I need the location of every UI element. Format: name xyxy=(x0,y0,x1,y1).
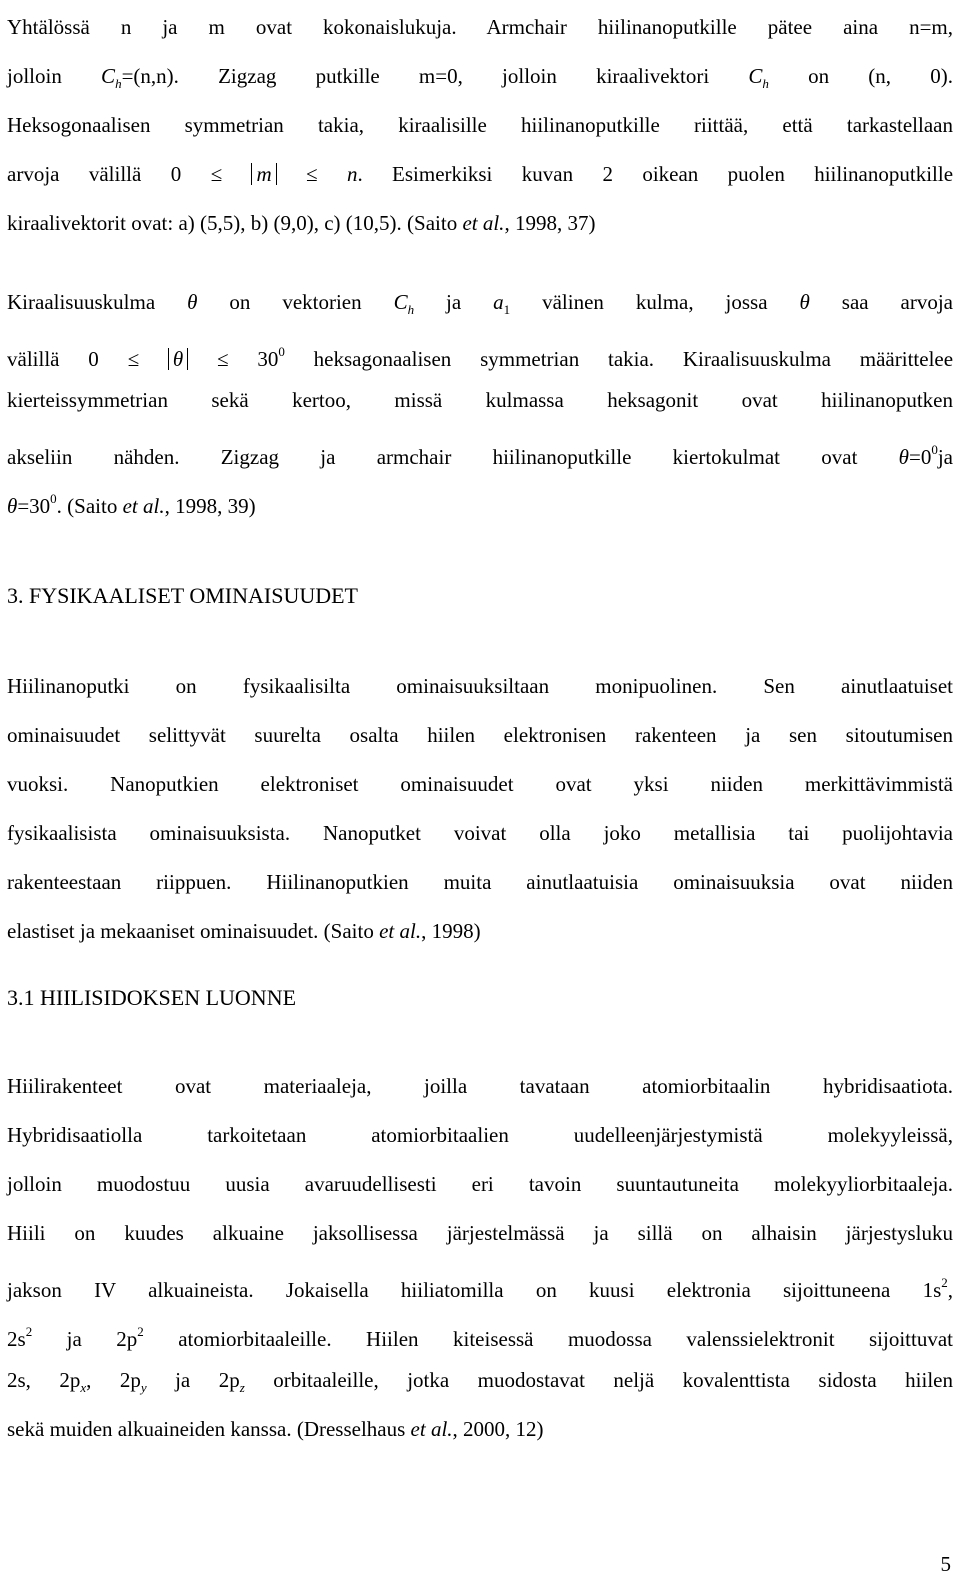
section-heading-3: 3. FYSIKAALISET OMINAISUUDET xyxy=(7,583,358,608)
text-line: rakenteestaan riippuen. Hiilinanoputkien muita ainutlaatuisia ominaisuuksia ovat niiden xyxy=(7,870,953,894)
text-line: ominaisuudet selittyvät suurelta osalta hiilen elektronisen rakenteen ja sen sitoutumisen xyxy=(7,723,953,747)
text-line: Hybridisaatiolla tarkoitetaan atomiorbitaalien uudelleenjärjestymistä molekyyleissä, xyxy=(7,1123,953,1147)
text-line: jolloin $C_h=(n,n)$. Zigzag putkille m=0, jolloin kiraalivektori $C_h$ on (n, 0). xyxy=(7,64,953,91)
paragraph-carbon-bonding xyxy=(7,1062,953,1454)
paragraph-chiral-angle xyxy=(7,278,953,523)
text-line: kiraalivektorit ovat: a) (5,5), b) (9,0), c) (10,5). (Saito et al., 1998, 37) xyxy=(7,211,596,235)
inequality-m: 0 ≤ m ≤ n xyxy=(170,162,358,186)
text-line: $2s^2$ ja $2p^2$ atomiorbitaaleille. Hiilen kiteisessä muodossa valenssielektronit sijoittuvat xyxy=(7,1324,953,1351)
page-number: 5 xyxy=(940,1552,951,1576)
text-line: $\theta=30^0$. (Saito et al., 1998, 39) xyxy=(7,491,256,518)
text-line: 2s, $2p_x$, $2p_y$ ja $2p_z$ orbitaaleille, jotka muodostavat neljä kovalenttista sidosta hiilen xyxy=(7,1368,954,1395)
text-line: kierteissymmetrian sekä kertoo, missä kulmassa heksagonit ovat hiilinanoputken xyxy=(7,388,953,412)
text-line: Kiraalisuuskulma θ on vektorien $C_h$ ja $a_1$ välinen kulma, jossa θ saa arvoja xyxy=(7,290,954,317)
inequality-theta: $0 \le \theta \le 30^0$ xyxy=(88,344,285,371)
text-line: jakson IV alkuaineista. Jokaisella hiiliatomilla on kuusi elektronia sijoittuneena $1s^2$, xyxy=(7,1275,953,1302)
text-line: Hiilinanoputki on fysikaalisilta ominaisuuksiltaan monipuolinen. Sen ainutlaatuiset xyxy=(7,674,953,698)
section-heading-3-1: 3.1 HIILISIDOKSEN LUONNE xyxy=(7,985,297,1010)
paragraph-physical-properties xyxy=(7,662,953,956)
text-line: Heksogonaalisen symmetrian takia, kiraalisille hiilinanoputkille riittää, että tarkastellaan xyxy=(7,113,953,137)
text-line: sekä muiden alkuaineiden kanssa. (Dresselhaus et al., 2000, 12) xyxy=(7,1417,544,1441)
text-line: arvoja välillä 0 ≤ m ≤ n. Esimerkiksi kuvan 2 oikean puolen hiilinanoputkille xyxy=(7,162,954,186)
text-line: vuoksi. Nanoputkien elektroniset ominaisuudet ovat yksi niiden merkittävimmistä xyxy=(7,772,953,796)
text-line: Hiili on kuudes alkuaine jaksollisessa järjestelmässä ja sillä on alhaisin järjestysluku xyxy=(7,1221,953,1245)
paragraph-chirality-vectors xyxy=(7,3,953,248)
text-line: Hiilirakenteet ovat materiaaleja, joilla tavataan atomiorbitaalin hybridisaatiota. xyxy=(7,1074,953,1098)
text-line: jolloin muodostuu uusia avaruudellisesti eri tavoin suuntautuneita molekyyliorbitaaleja. xyxy=(7,1172,953,1196)
text-line: elastiset ja mekaaniset ominaisuudet. (Saito et al., 1998) xyxy=(7,919,481,943)
text-line: fysikaalisista ominaisuuksista. Nanoputket voivat olla joko metallisia tai puolijohtavia xyxy=(7,821,953,845)
text-line: välillä $0 \le \theta \le 30^0$ heksagonaalisen symmetrian takia. Kiraalisuuskulma määrittelee xyxy=(7,344,954,371)
text-line: akseliin nähden. Zigzag ja armchair hiilinanoputkille kiertokulmat ovat $\theta=0^0ja$ xyxy=(7,442,953,469)
text-line: Yhtälössä n ja m ovat kokonaislukuja. Armchair hiilinanoputkille pätee aina n=m, xyxy=(7,15,953,39)
